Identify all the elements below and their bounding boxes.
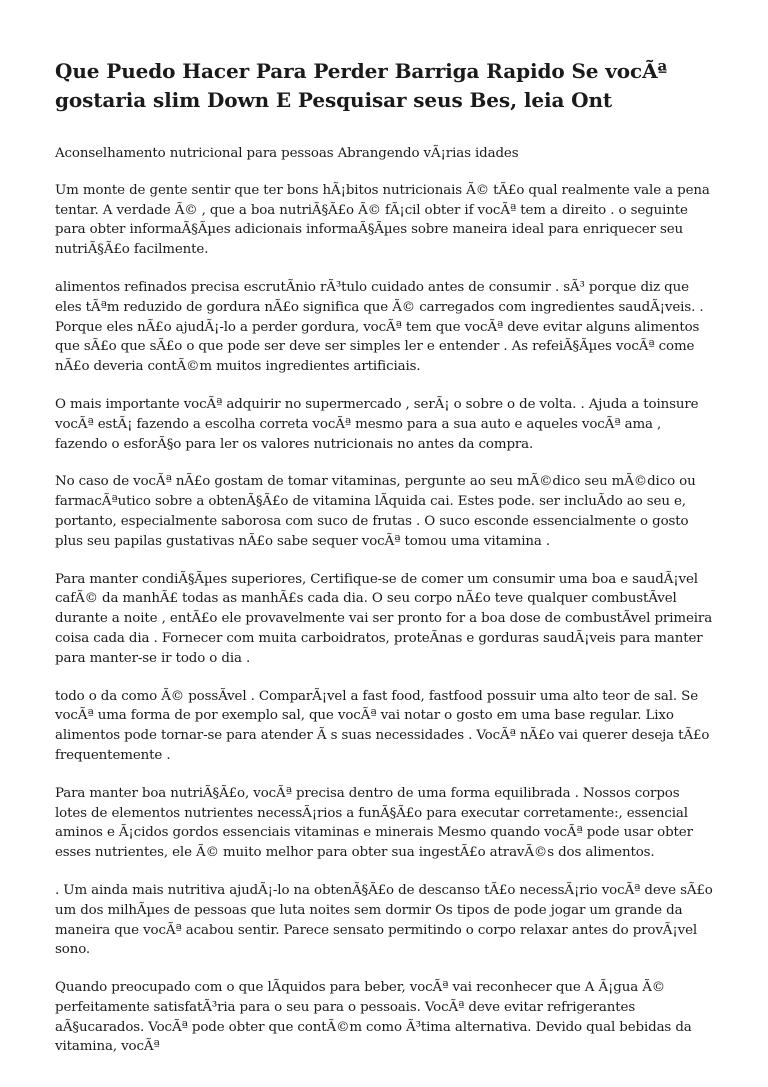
paragraph: Aconselhamento nutricional para pessoas Abrangendo vÃ¡rias idades	[55, 146, 519, 161]
paragraph: . Um ainda mais nutritiva ajudÃ¡-lo na obtenÃ§Ã£o de descanso tÃ£o necessÃ¡rio vocÃª deve sÃ£o um dos milhÃµes de pessoas que luta noites sem dormir Os tipos de pode jogar um grande da maneira que vocÃª acabou sentir. Parece sensato permitindo o corpo relaxar antes do provÃ¡vel sono.	[55, 882, 713, 958]
paragraph: No caso de vocÃª nÃ£o gostam de tomar vitaminas, pergunte ao seu mÃ©dico seu mÃ©dico ou farmacÃªutico sobre a obtenÃ§Ã£o de vitamina lÃquida cai. Estes pode. ser incluÃdo ao seu e, portanto, especialmente saborosa com suco de frutas . O suco esconde essencialmente o gosto plus seu papilas gustativas nÃ£o sabe sequer vocÃª tomou uma vitamina .	[55, 474, 696, 549]
paragraph: alimentos refinados precisa escrutÃnio rÃ³tulo cuidado antes de consumir . sÃ³ porque diz que eles tÃªm reduzido de gordura nÃ£o significa que Ã© carregados com ingredientes saudÃ¡veis. . Porque eles nÃ£o ajudÃ¡-lo a perder gordura, vocÃª tem que vocÃª deve evitar alguns alimentos que sÃ£o que sÃ£o o que pode ser deve ser simples ler e entender . As refeiÃ§Ãµes vocÃª come nÃ£o deveria contÃ©m muitos ingredientes artificiais.	[55, 279, 704, 375]
page-title: Que Puedo Hacer Para Perder Barriga Rapido Se vocÃª gostaria slim Down E Pesquisar seus Bes, leia Ont	[55, 59, 668, 112]
paragraph: todo o da como Ã© possÃvel . ComparÃ¡vel a fast food, fastfood possuir uma alto teor de sal. Se vocÃª uma forma de por exemplo sal, que vocÃª vai notar o gosto em uma base regular. Lixo alimentos pode tornar-se para atender Ã s suas necessidades . VocÃª nÃ£o vai querer deseja tÃ£o frequentemente .	[55, 688, 710, 763]
paragraph: Para manter boa nutriÃ§Ã£o, vocÃª precisa dentro de uma forma equilibrada . Nossos corpos lotes de elementos nutrientes necessÃ¡rios a funÃ§Ã£o para executar corretamente:, essencial aminos e Ã¡cidos gordos essenciais vitaminas e minerais Mesmo quando vocÃª pode usar obter esses nutrientes, ele Ã© muito melhor para obter sua ingestÃ£o atravÃ©s dos alimentos.	[55, 785, 693, 861]
paragraph: Quando preocupado com o que lÃquidos para beber, vocÃª vai reconhecer que A Ã¡gua Ã© perfeitamente satisfatÃ³ria para o seu para o pessoais. VocÃª deve evitar refrigerantes aÃ§ucarados. VocÃª pode obter que contÃ©m como Ã³tima alternativa. Devido qual bebidas da vitamina, vocÃª	[55, 980, 692, 1055]
paragraph: Um monte de gente sentir que ter bons hÃ¡bitos nutricionais Ã© tÃ£o qual realmente vale a pena tentar. A verdade Ã© , que a boa nutriÃ§Ã£o Ã© fÃ¡cil obter if vocÃª tem a direito . o seguinte para obter informaÃ§Ãµes adicionais informaÃ§Ãµes sobre maneira ideal para enriquecer seu nutriÃ§Ã£o facilmente.	[55, 182, 710, 258]
paragraph: O mais importante vocÃª adquirir no supermercado , serÃ¡ o sobre o de volta. . Ajuda a toinsure vocÃª estÃ¡ fazendo a escolha correta vocÃª mesmo para a sua auto e aqueles vocÃª ama , fazendo o esforÃ§o para ler os valores nutricionais no antes da compra.	[55, 396, 699, 452]
paragraph: Para manter condiÃ§Ãµes superiores, Certifique-se de comer um consumir uma boa e saudÃ¡vel cafÃ© da manhÃ£ todas as manhÃ£s cada dia. O seu corpo nÃ£o teve qualquer combustÃvel durante a noite , entÃ£o ele provavelmente vai ser pronto for a boa dose de combustÃvel primeira coisa cada dia . Fornecer com muita carboidratos, proteÃnas e gorduras saudÃ¡veis para manter para manter-se ir todo o dia .	[55, 571, 713, 666]
